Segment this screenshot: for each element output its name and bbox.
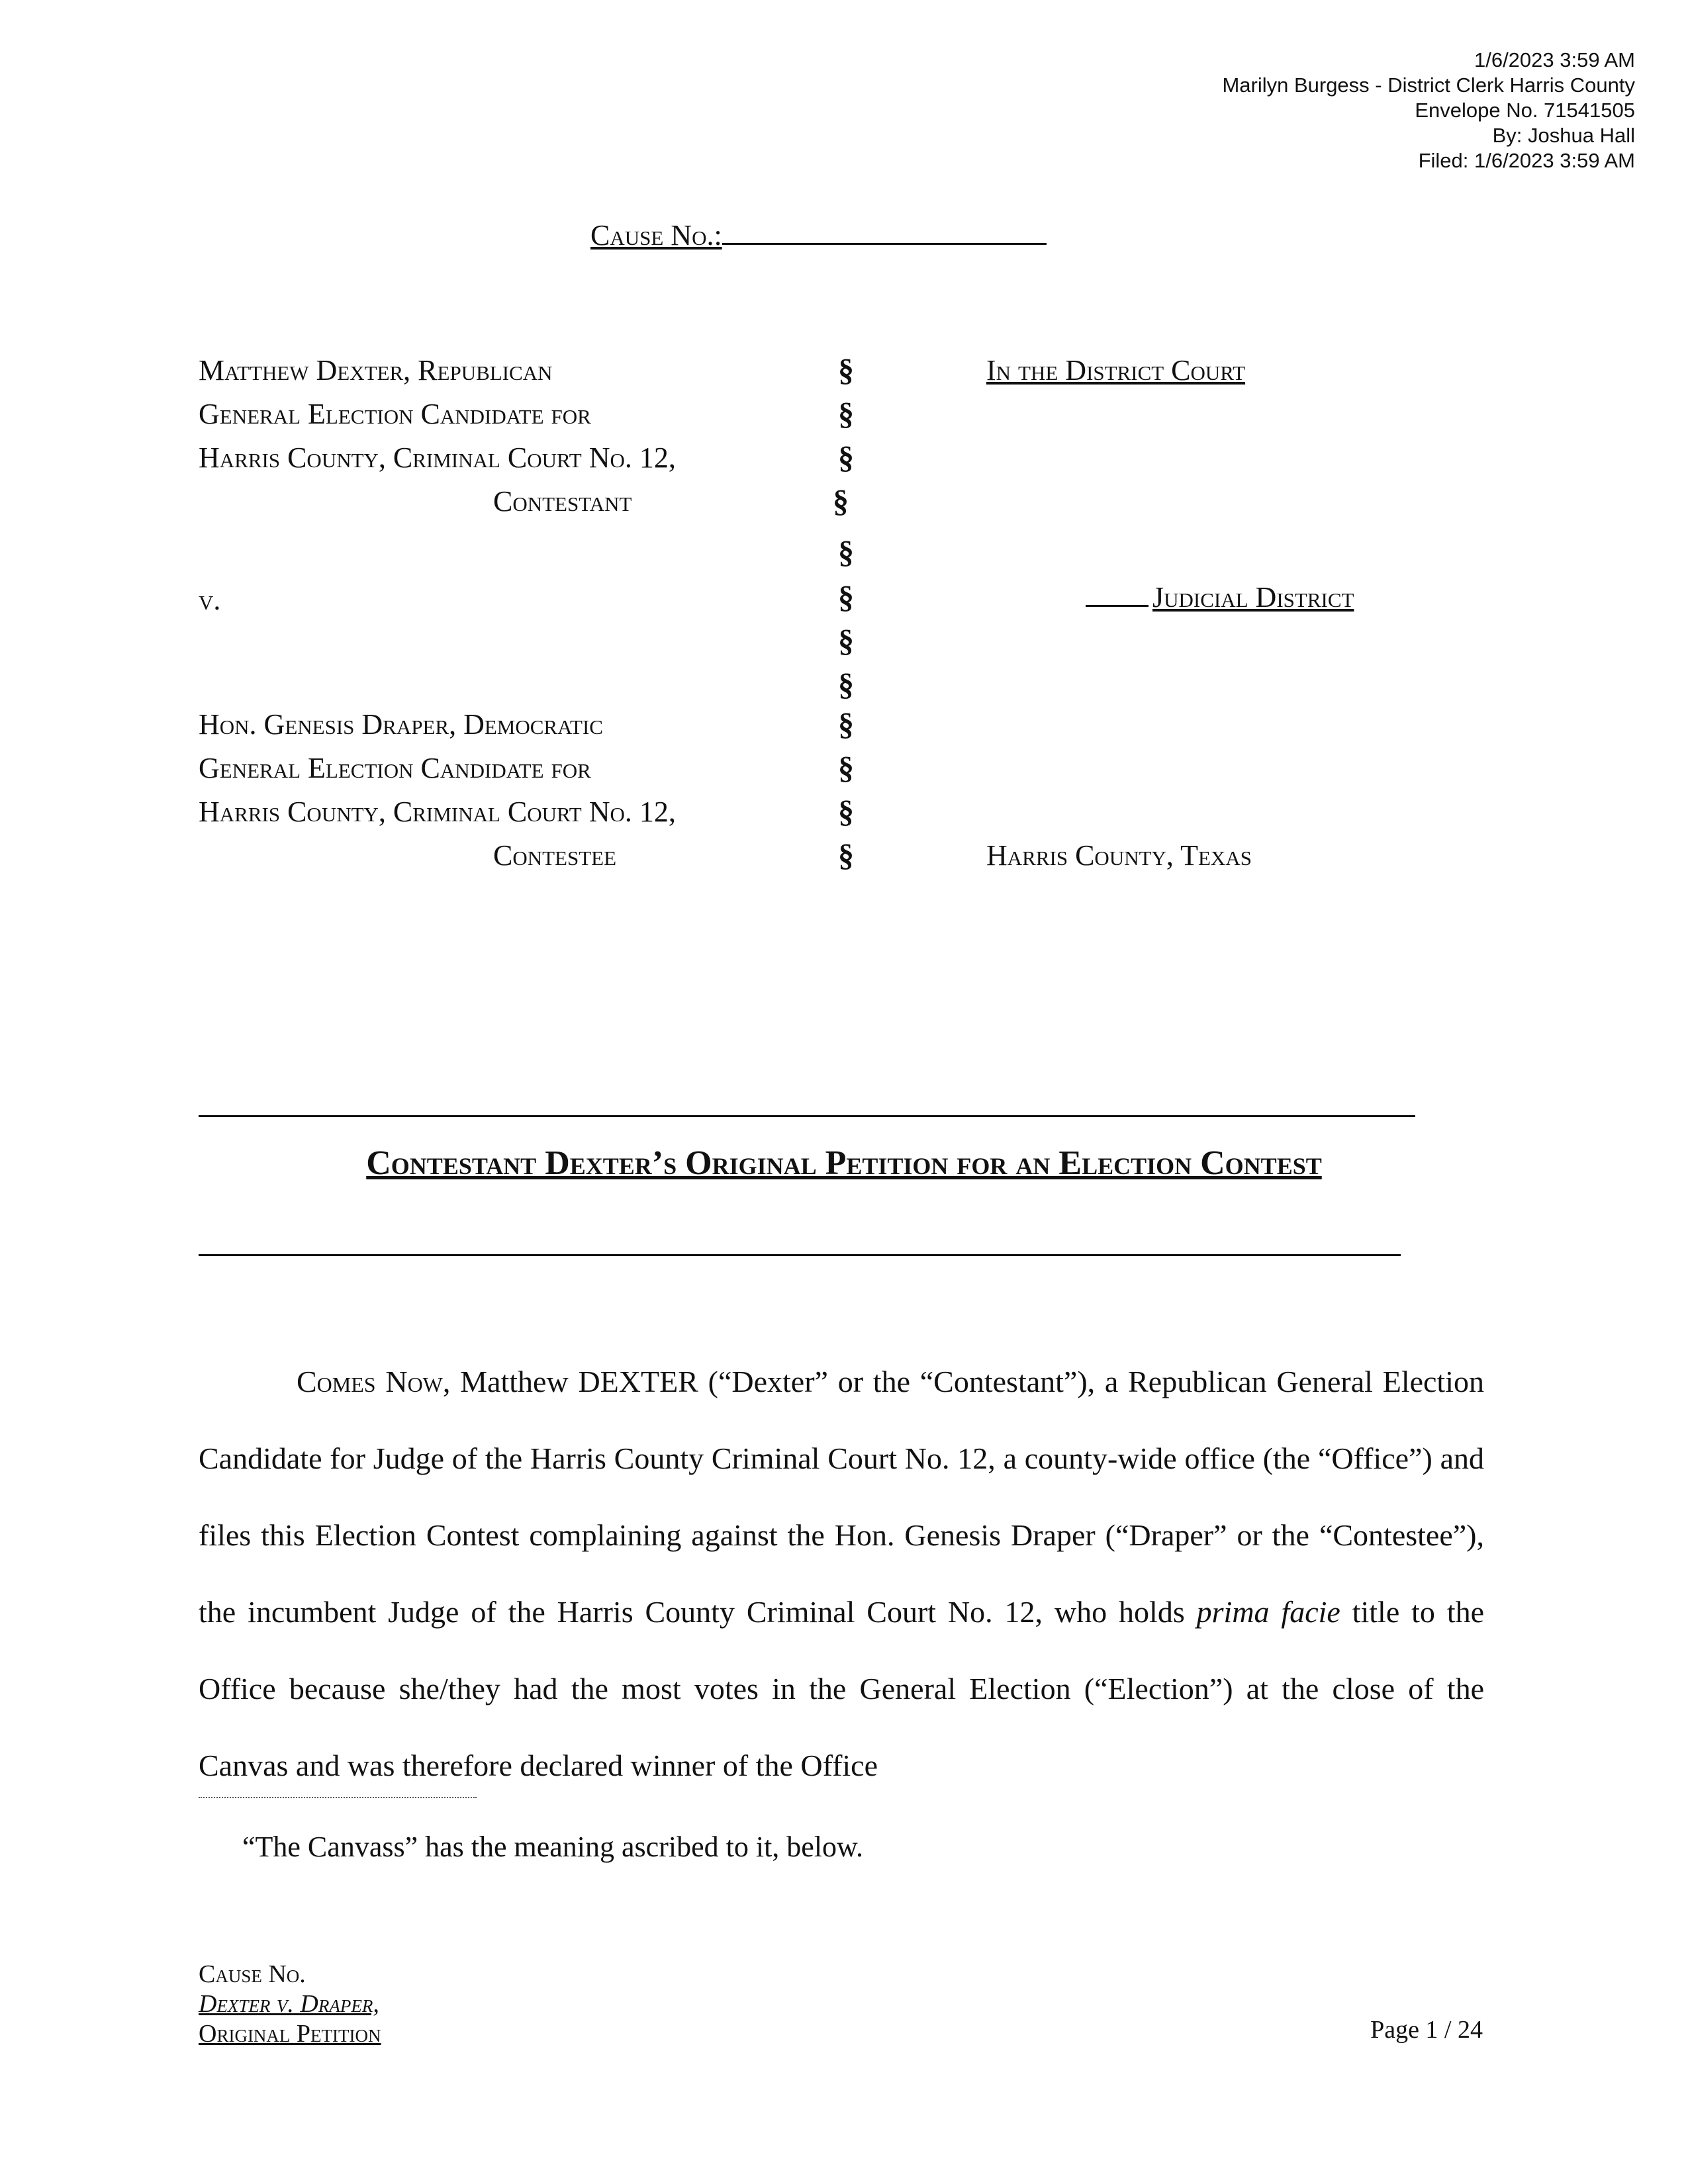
stamp-filed: Filed: 1/6/2023 3:59 AM <box>1418 149 1635 172</box>
contestant-line-3: Harris County, Criminal Court No. 12, <box>199 441 676 474</box>
title-bottom-rule <box>199 1254 1401 1256</box>
section-symbol: § <box>838 667 854 702</box>
title-top-rule <box>199 1115 1415 1117</box>
body-italic: prima facie <box>1196 1595 1340 1629</box>
county-name: Harris County, Texas <box>986 839 1252 872</box>
section-symbol: § <box>838 353 854 388</box>
footer-case-name: Dexter v. Draper, <box>199 1990 379 2018</box>
footnote: “The Canvass” has the meaning ascribed to it, below. <box>242 1831 863 1863</box>
stamp-datetime: 1/6/2023 3:59 AM <box>1474 48 1635 71</box>
contestee-line-3: Harris County, Criminal Court No. 12, <box>199 796 676 828</box>
section-symbol: § <box>838 440 854 475</box>
document-title: Contestant Dexter’s Original Petition for an Election Contest <box>366 1144 1322 1182</box>
stamp-clerk: Marilyn Burgess - District Clerk Harris County <box>1222 73 1635 97</box>
body-text-2: title to the Office because she/they had the most votes in the General Election (“Election”) at the close of the Canvas and was therefore declared winner of the Office <box>199 1595 1485 1782</box>
contestant-line-1: Matthew Dexter, Republican <box>199 354 553 387</box>
page-number: Page 1 / 24 <box>1370 2016 1483 2044</box>
section-symbol: § <box>838 838 854 873</box>
district-label: Judicial District <box>1152 581 1354 614</box>
section-symbol: § <box>838 580 854 615</box>
section-symbol: § <box>833 484 849 519</box>
body-text-1: , Matthew DEXTER (“Dexter” or the “Contestant”), a Republican General Election Candidate for Judge of the Harris County Criminal Court No. 12, a county-wide office (the “Office”) and files this Election Contest complaining against the Hon. Genesis Draper (“Draper” or the “Contestee”), the incumbent Judge of the Harris County Criminal Court No. 12, who holds <box>199 1365 1484 1629</box>
contestee-role: Contestee <box>493 839 617 872</box>
cause-blank-line <box>722 220 1047 245</box>
cause-number <box>590 218 1047 252</box>
section-symbol: § <box>838 707 854 742</box>
cause-label: Cause No.: <box>590 219 722 251</box>
footnote-separator <box>199 1797 477 1798</box>
section-symbol: § <box>838 751 854 786</box>
contestee-line-1: Hon. Genesis Draper, Democratic <box>199 708 603 741</box>
footer-doc-title: Original Petition <box>199 2020 381 2048</box>
section-symbol: § <box>838 794 854 829</box>
court-name: In the District Court <box>986 354 1246 387</box>
stamp-envelope: Envelope No. 71541505 <box>1415 99 1635 122</box>
section-symbol: § <box>838 623 854 659</box>
filing-stamp <box>1222 48 1635 173</box>
body-paragraph <box>199 1343 1484 1804</box>
stamp-by: By: Joshua Hall <box>1492 124 1635 147</box>
contestant-role: Contestant <box>493 485 632 518</box>
section-symbol: § <box>838 396 854 432</box>
judicial-district <box>1086 581 1354 614</box>
contestant-line-2: General Election Candidate for <box>199 398 591 430</box>
footer-cause: Cause No. <box>199 1960 306 1988</box>
contestee-line-2: General Election Candidate for <box>199 752 591 784</box>
district-blank-line <box>1086 584 1149 607</box>
body-lead: Comes Now <box>297 1365 443 1398</box>
section-symbol: § <box>838 535 854 570</box>
versus: v. <box>199 584 221 616</box>
